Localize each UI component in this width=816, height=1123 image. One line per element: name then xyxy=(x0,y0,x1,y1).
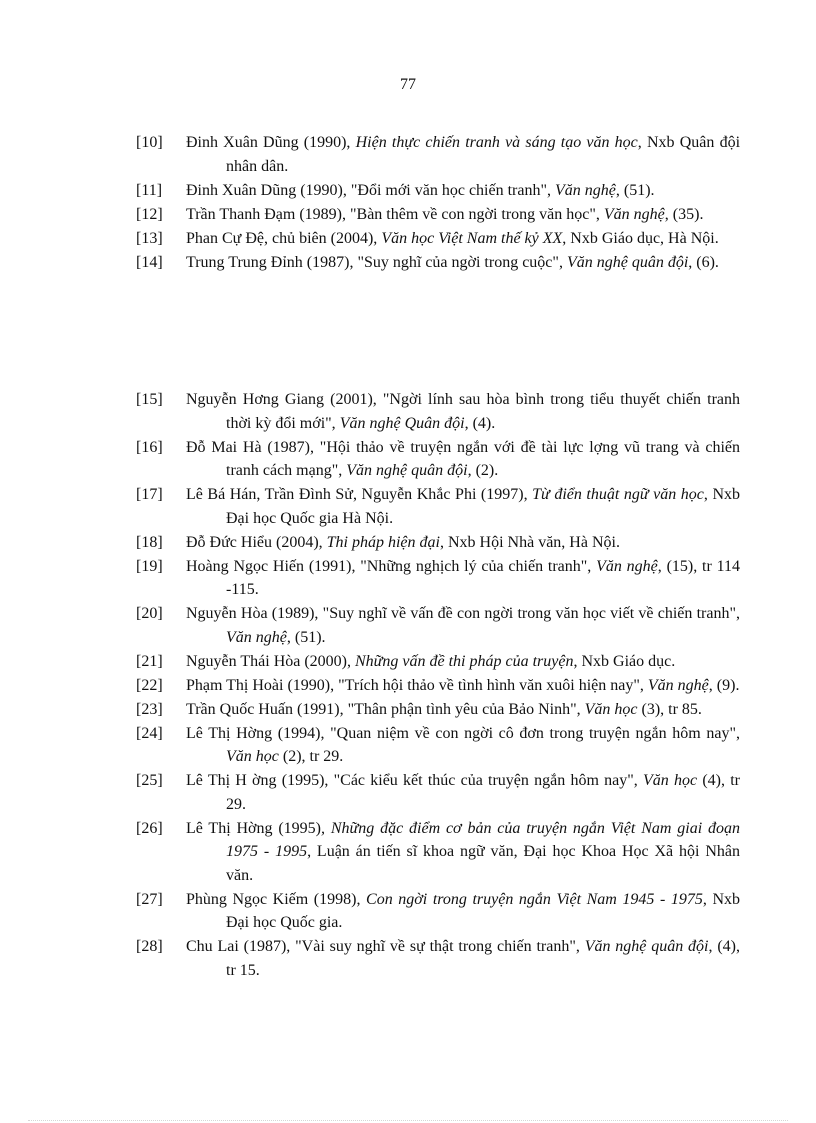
reference-entry xyxy=(136,817,740,888)
reference-number: [26] xyxy=(136,819,163,837)
reference-text: , Nxb Giáo dục, Hà Nội. xyxy=(562,229,719,247)
reference-number: [21] xyxy=(136,652,163,670)
page-number: 77 xyxy=(400,76,416,93)
reference-text: Đỗ Mai Hà (1987), "Hội thảo về truyện ngắn với đề tài lực lợng vũ trang và chiến tranh cách mạng", xyxy=(186,438,740,479)
reference-title: Con ngời trong truyện ngắn Việt Nam 1945 - 1975 xyxy=(366,890,703,908)
reference-number: [10] xyxy=(136,134,163,151)
reference-text: Lê Bá Hán, Trần Đình Sử, Nguyễn Khắc Phi (1997), xyxy=(186,486,533,503)
reference-entry xyxy=(136,131,740,178)
reference-title: , Những đặc điểm cơ bản của truyện ngắn Việt Nam giai đoạn 1975 - 1995 xyxy=(226,819,740,860)
reference-text: Nguyễn Thái Hòa (2000), xyxy=(186,652,355,670)
reference-title: Hiện thực chiến tranh và sáng tạo văn học xyxy=(355,134,638,151)
reference-title: Văn nghệ xyxy=(226,628,287,646)
reference-text: , (4), tr 15. xyxy=(226,938,740,979)
reference-entry xyxy=(136,602,740,649)
reference-number: [11] xyxy=(136,181,163,199)
reference-title: Văn nghệ xyxy=(603,205,665,223)
reference-text: Lê Thị Hờng (1994), "Quan niệm về con ngời cô đơn trong truyện ngắn hôm nay", xyxy=(186,724,740,742)
reference-entry xyxy=(136,179,740,203)
reference-text: , Nxb Giáo dục. xyxy=(573,652,676,670)
reference-title: Văn nghệ xyxy=(555,181,616,199)
reference-entry xyxy=(136,483,740,530)
reference-number: [14] xyxy=(136,253,163,271)
reference-title: Văn nghệ xyxy=(596,557,658,575)
reference-text: , Nxb Đại học Quốc gia Hà Nội. xyxy=(226,486,740,527)
reference-text: Trần Thanh Đạm (1989), "Bàn thêm về con ngời trong văn học", xyxy=(186,205,604,223)
reference-title: Từ điển thuật ngữ văn học xyxy=(532,486,704,503)
reference-entry xyxy=(136,531,740,555)
reference-text: , (15), tr 114 -115. xyxy=(226,557,741,598)
reference-text: (2), tr 29. xyxy=(278,748,344,765)
reference-text: , Nxb Đại học Quốc gia. xyxy=(226,890,740,931)
reference-entry xyxy=(136,769,740,816)
reference-entry xyxy=(136,388,740,435)
reference-entry xyxy=(136,436,740,483)
footer-dotted-rule xyxy=(28,1120,788,1121)
reference-number: [22] xyxy=(136,676,163,694)
reference-text: Nguyễn Hòa (1989), "Suy nghĩ về vấn đề con ngời trong văn học viết về chiến tranh", xyxy=(186,605,740,622)
reference-number: [15] xyxy=(136,391,163,408)
reference-entry xyxy=(136,203,740,227)
reference-title: Văn học xyxy=(643,772,698,789)
reference-list-bottom xyxy=(136,388,740,982)
reference-number: [20] xyxy=(136,605,163,622)
reference-text: Đỗ Đức Hiểu (2004), xyxy=(186,533,327,551)
reference-text: (3), tr 85. xyxy=(637,700,702,718)
reference-number: [12] xyxy=(136,205,163,223)
reference-text: Chu Lai (1987), "Vài suy nghĩ về sự thật trong chiến tranh", xyxy=(186,938,585,955)
reference-number: [16] xyxy=(136,438,163,456)
reference-number: [24] xyxy=(136,724,163,742)
reference-text: , (9). xyxy=(708,676,740,694)
reference-number: [25] xyxy=(136,772,163,789)
reference-text: , (51). xyxy=(286,628,326,646)
reference-title: Những vấn đề thi pháp của truyện xyxy=(355,652,574,670)
reference-text: , Nxb Quân đội nhân dân. xyxy=(226,134,741,175)
reference-text: Hoàng Ngọc Hiến (1991), "Những nghịch lý của chiến tranh", xyxy=(186,557,597,575)
reference-entry xyxy=(136,674,740,698)
reference-text: Lê Thị H ờng (1995), "Các kiểu kết thúc của truyện ngắn hôm nay", xyxy=(186,772,643,789)
reference-text: Lê Thị Hờng (1995) xyxy=(186,819,321,837)
reference-text: Trần Quốc Huấn (1991), "Thân phận tình yêu của Bảo Ninh", xyxy=(186,700,585,718)
reference-title: Văn nghệ Quân đội xyxy=(339,414,465,432)
reference-text: , (2). xyxy=(467,462,499,479)
reference-title: Văn nghệ quân đội xyxy=(346,462,468,479)
reference-text: Đinh Xuân Dũng (1990), xyxy=(186,134,356,151)
reference-title: Văn học xyxy=(584,700,638,718)
reference-text: Phạm Thị Hoài (1990), "Trích hội thảo về tình hình văn xuôi hiện nay", xyxy=(186,676,648,694)
reference-title: Văn nghệ quân đội xyxy=(566,253,689,271)
reference-text: Nguyễn Hơng Giang (2001), "Ngời lính sau hòa bình trong tiểu thuyết chiến tranh thời kỳ đổi mới", xyxy=(186,391,740,432)
reference-title: Văn nghệ xyxy=(647,676,709,694)
reference-entry xyxy=(136,722,740,769)
reference-text: , (6). xyxy=(688,253,719,271)
reference-text: , (35). xyxy=(664,205,704,223)
reference-entry xyxy=(136,251,740,275)
reference-number: [13] xyxy=(136,229,163,247)
reference-number: [19] xyxy=(136,557,163,575)
reference-entry xyxy=(136,555,740,602)
reference-title: Văn nghệ quân đội xyxy=(584,938,709,955)
reference-text: , (51). xyxy=(615,181,655,199)
reference-text: , (4). xyxy=(464,414,496,432)
reference-list-top xyxy=(136,131,740,274)
reference-text: Phùng Ngọc Kiếm (1998), xyxy=(186,890,367,908)
reference-text: Đinh Xuân Dũng (1990), "Đổi mới văn học chiến tranh", xyxy=(186,181,556,199)
reference-text: Phan Cự Đệ, chủ biên (2004), xyxy=(186,229,382,247)
reference-entry xyxy=(136,935,740,982)
reference-entry xyxy=(136,650,740,674)
reference-title: Thi pháp hiện đại xyxy=(326,533,440,551)
reference-entry xyxy=(136,888,740,935)
reference-text: Trung Trung Đỉnh (1987), "Suy nghĩ của ngời trong cuộc", xyxy=(186,253,567,271)
reference-entry xyxy=(136,227,740,251)
reference-entry xyxy=(136,698,740,722)
reference-number: [23] xyxy=(136,700,163,718)
reference-text: , Luận án tiến sĩ khoa ngữ văn, Đại học Khoa Học Xã hội Nhân văn. xyxy=(226,843,740,884)
reference-title: Văn học xyxy=(226,748,279,765)
reference-number: [18] xyxy=(136,533,163,551)
reference-number: [28] xyxy=(136,938,163,955)
reference-text: (4), tr 29. xyxy=(226,772,740,813)
reference-number: [17] xyxy=(136,486,163,503)
reference-title: Văn học Việt Nam thế kỷ XX xyxy=(381,229,563,247)
reference-number: [27] xyxy=(136,890,163,908)
reference-text: , Nxb Hội Nhà văn, Hà Nội. xyxy=(439,533,620,551)
